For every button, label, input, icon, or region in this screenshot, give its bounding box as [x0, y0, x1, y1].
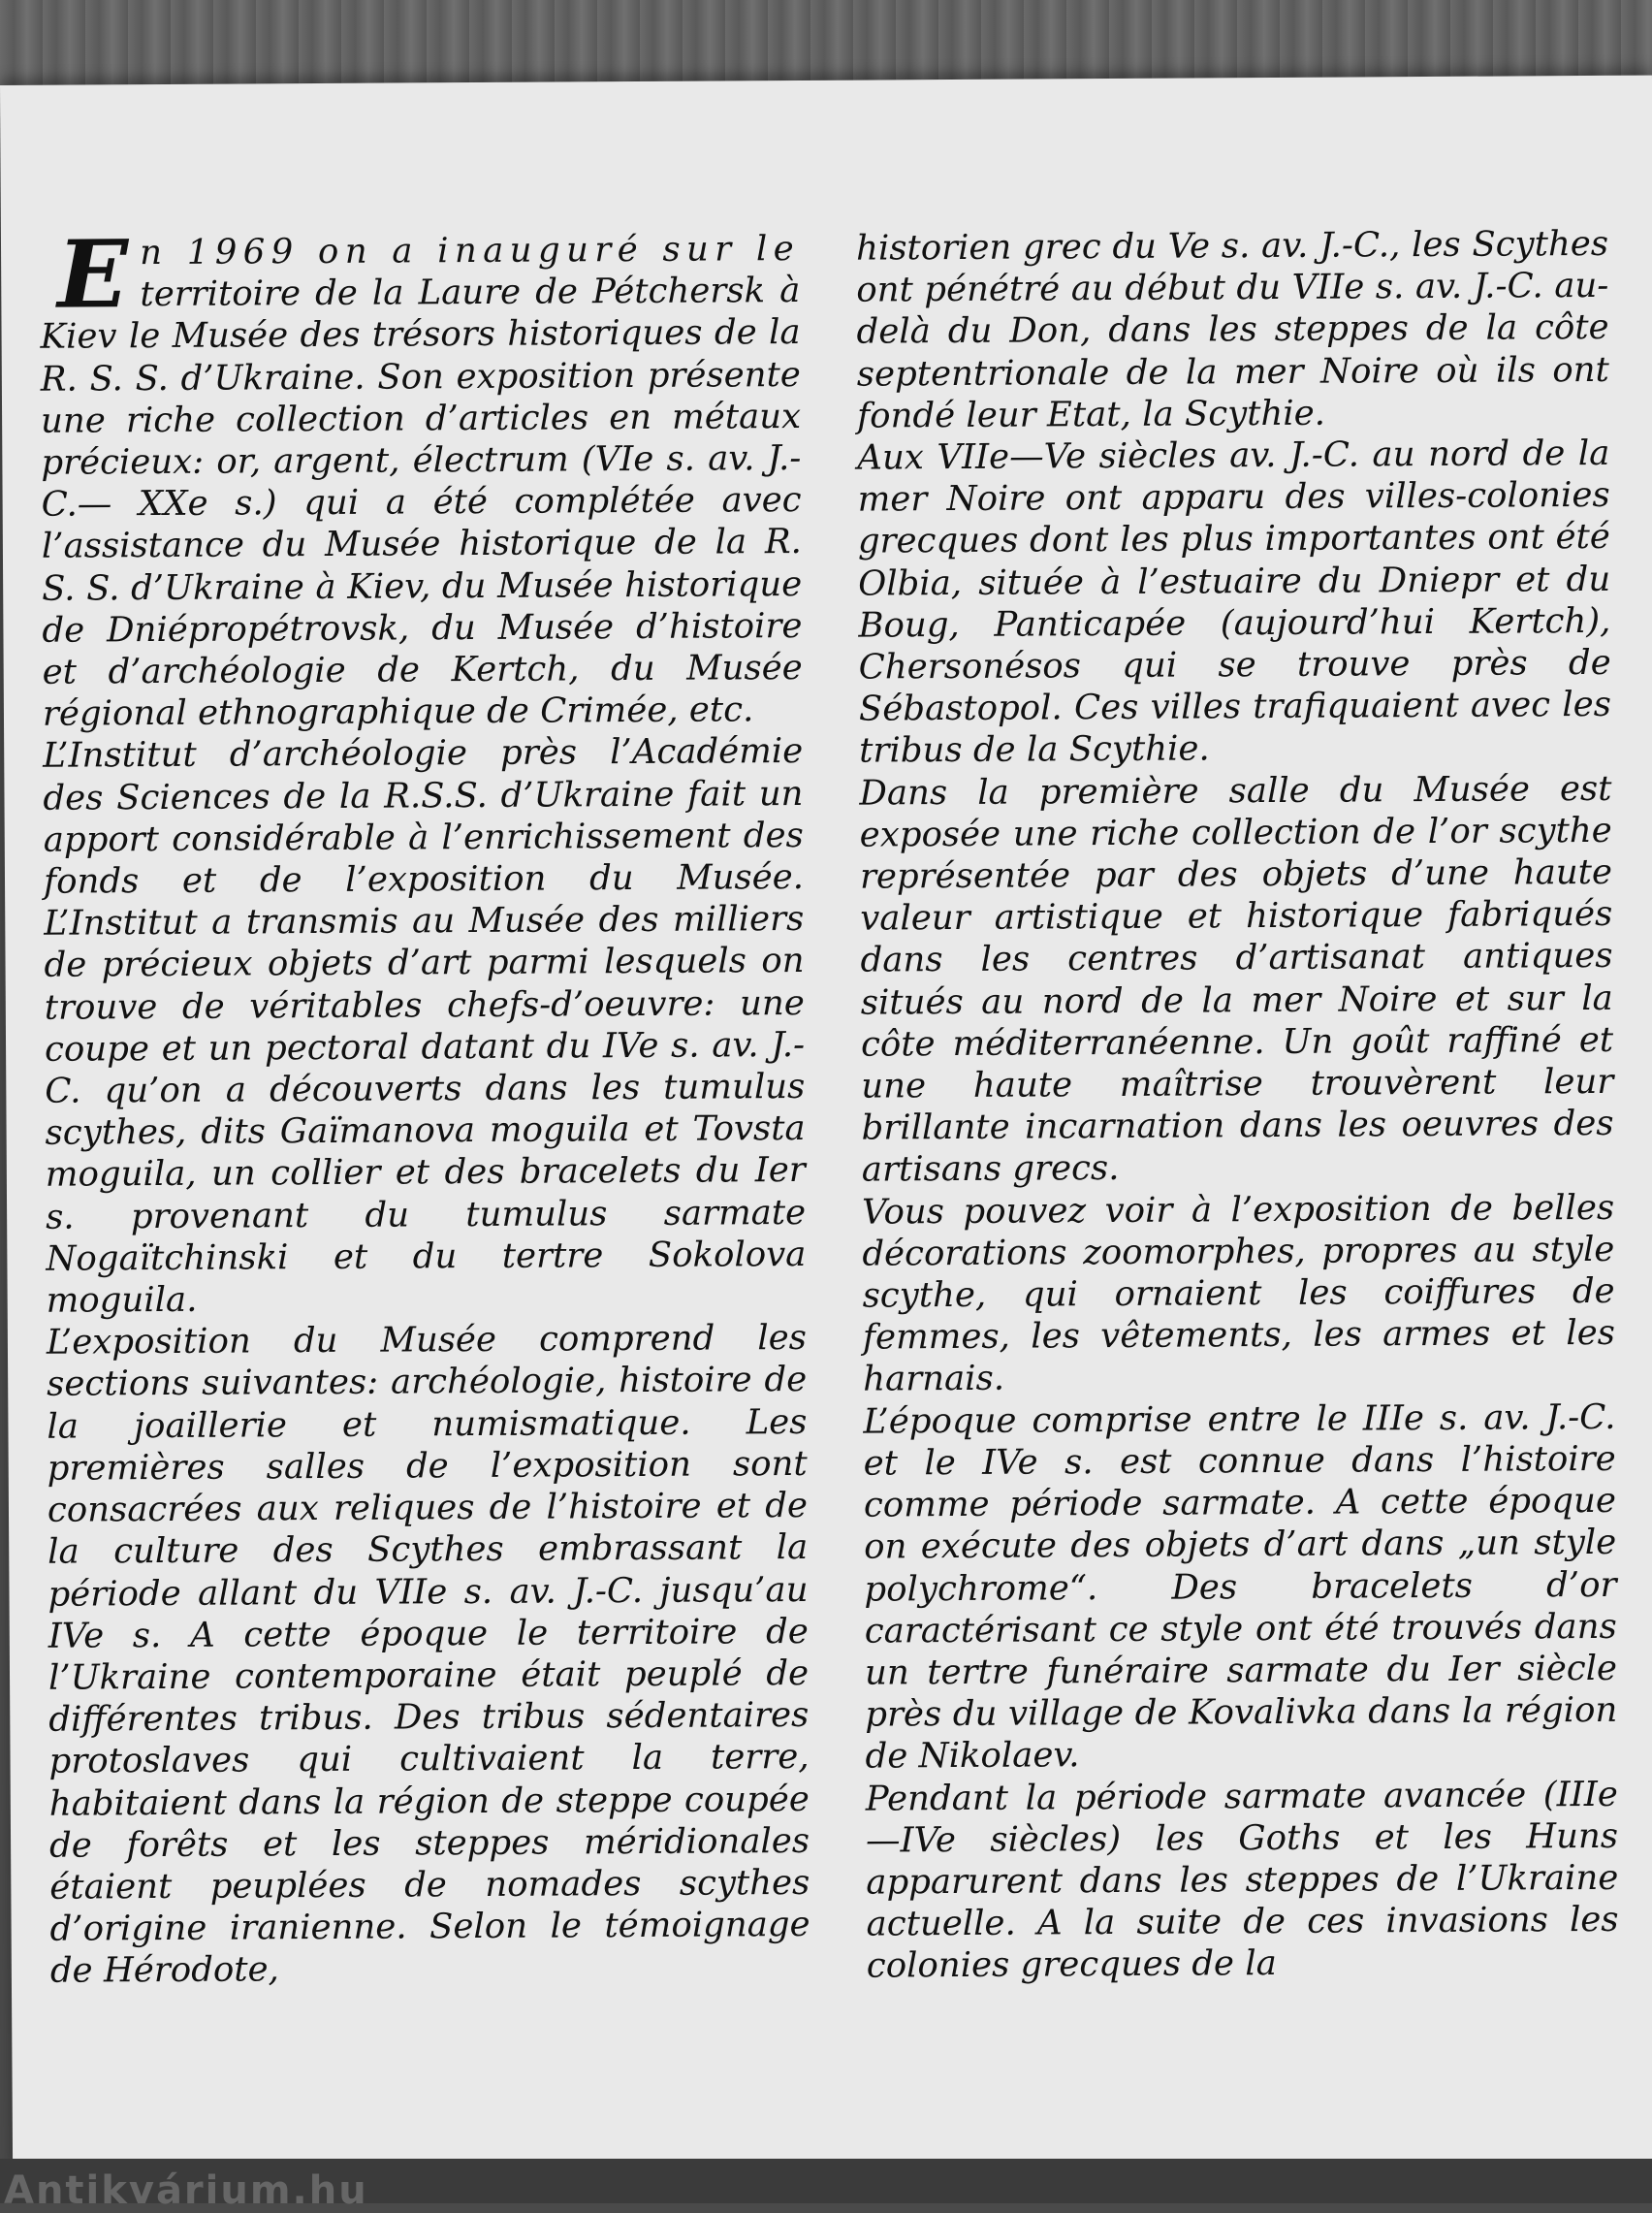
paragraph-colonies: Aux VIIe—Ve siècles av. J.-C. au nord de la mer Noire ont apparu des villes-colonies grecques dont les plus importantes ont été Olbia, située à l’estuaire du Dniepr et du Boug, Panticapée (aujourd’hui Kertch), Chersonésos qui se trouve près de Sébastopol. Ces villes trafiquaient avec les tribus de la Scythie. — [857, 433, 1612, 772]
paragraph-goths-huns: Pendant la période sarmate avancée (IIIe—IVe siècles) les Goths et les Huns apparurent dans les steppes de l’Ukraine actuelle. A la suite de ces invasions les colonies grecques de la — [865, 1774, 1619, 1986]
paragraph-premiere-salle: Dans la première salle du Musée est exposée une riche collection de l’or scythe représentée par des objets d’une haute valeur artistique et historique fabriqués dans les centres d’artisanat antiques situés au nord de la mer Noire et sur la côte méditerranéenne. Un goût raffiné et une haute maîtrise trouvèrent leur brillante incarnation dans les oeuvres des artisans grecs. — [859, 768, 1614, 1191]
book-page — [0, 76, 1652, 2170]
paragraph-exposition: L’exposition du Musée comprend les sections suivantes: archéologie, histoire de la joaillerie et numismatique. Les premières salles de l’exposition sont consacrées aux reliques de l’histoire et de la culture des Scythes embrassant la période allant du VIIe s. av. J.-C. jusqu’au IVe s. A cette époque le territoire de l’Ukraine contemporaine était peuplé de différentes tribus. Des tribus sédentaires protoslaves qui cultivaient la terre, habitaient dans la région de steppe coupée de forêts et les steppes méridionales étaient peuplées de nomades scythes d’origine iranienne. Selon le témoignage de Hérodote, — [46, 1318, 810, 1992]
paragraph-sarmate: L’époque comprise entre le IIIe s. av. J.-C. et le IVe s. est connue dans l’histoire comme période sarmate. A cette époque on exécute des objets d’art dans „un style polychrome“. Des bracelets d’or caractérisant ce style ont été trouvés dans un tertre funéraire sarmate du Ier siècle près du village de Kovalivka dans la région de Nikolaev. — [863, 1396, 1618, 1777]
paragraph-intro — [40, 219, 803, 735]
paragraph-intro-rest: territoire de la Laure de Pétchersk à Kiev le Musée des trésors historiques de la R. S. S. d’Ukraine. Son exposition présente une riche collection d’articles en métaux précieux: or, argent, électrum (VIe s. av. J.-C.— XXe s.) qui a été complétée avec l’assistance du Musée historique de la R. S. S. d’Ukraine à Kiev, du Musée historique de Dniépropétrovsk, du Musée d’histoire et d’archéologie de Kertch, du Musée régional ethnographique de Crimée, etc. — [40, 271, 803, 734]
left-column — [40, 219, 810, 1992]
paragraph-institut: L’Institut d’archéologie près l’Académie des Sciences de la R.S.S. d’Ukraine fait un apport considérable à l’enrichissement des fonds et de l’exposition du Musée. L’Institut a transmis au Musée des milliers de précieux objets d’art parmi lesquels on trouve de véritables chefs-d’oeuvre: une coupe et un pectoral datant du IVe s. av. J.-C. qu’on a découverts dans les tumulus scythes, dits Gaïmanova moguila et Tovsta moguila, un collier et des bracelets du Ier s. provenant du tumulus sarmate Nogaïtchinski et du tertre Sokolova moguila. — [43, 731, 807, 1321]
paragraph-decorations: Vous pouvez voir à l’exposition de belles décorations zoomorphes, propres au style scythe, qui ornaient les coiffures de femmes, les vêtements, les armes et les harnais. — [861, 1187, 1616, 1400]
drop-cap: E — [56, 219, 129, 330]
right-column — [856, 223, 1619, 1987]
paragraph-herodote: historien grec du Ve s. av. J.-C., les Scythes ont pénétré au début du VIIe s. av. J.-C. au-delà du Don, dans les steppes de la côte septentrionale de la mer Noire où ils ont fondé leur Etat, la Scythie. — [855, 223, 1609, 436]
watermark-text: Antikvárium.hu — [4, 2168, 368, 2213]
first-line-text: n 1969 on a inauguré sur le — [140, 228, 801, 273]
